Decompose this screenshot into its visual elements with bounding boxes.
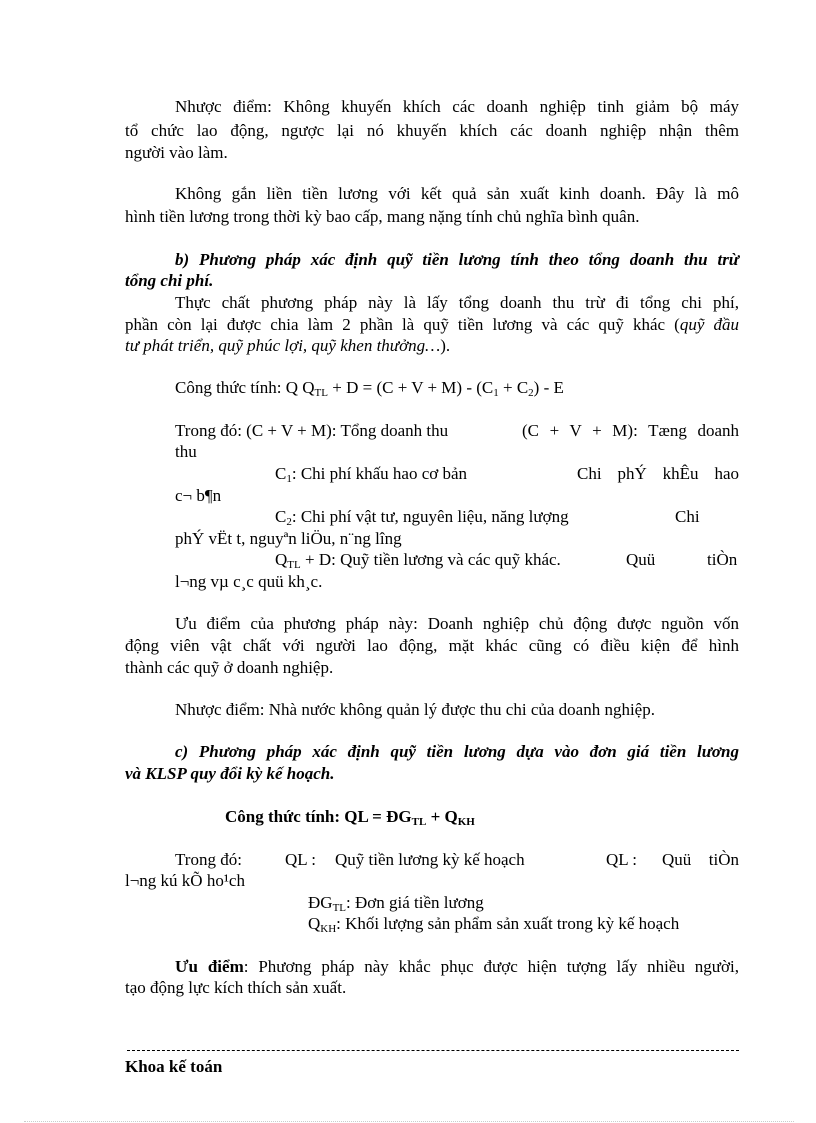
- where-1-row-1-cont: thu: [175, 442, 197, 461]
- p3-line-1: Thực chất phương pháp này là lấy tổng doanh thu trừ đi tổng chi phí,: [175, 293, 739, 312]
- section-c-heading-line-2: và KLSP quy đổi kỳ kế hoạch.: [125, 764, 335, 783]
- where-1-row-3-cont: phÝ vËt t, nguyªn liÖu, n¨ng lîng: [175, 529, 402, 548]
- where-1-row-3-left: $C_2$: Chi phí vật tư, nguyên liệu, năng lượng: [275, 507, 569, 528]
- p5-line: Nhược điểm: Nhà nước không quản lý được thu chi của doanh nghiệp.: [175, 700, 655, 719]
- where-1-row-1-right: (C + V + M): Tæng doanh: [522, 421, 739, 440]
- p3-line-2: phần còn lại được chia làm 2 phần là quỹ tiền lương và các quỹ khác (quỹ đầu: [125, 315, 740, 334]
- page-edge-dots: [24, 1121, 794, 1122]
- p4-line-2: động viên vật chất với người lao động, mặt khác cũng có điều kiện để hình: [125, 636, 739, 655]
- p2-line-2: hình tiền lương trong thời kỳ bao cấp, mang nặng tính chủ nghĩa bình quân.: [125, 207, 640, 226]
- where-1-row-3-right: Chi: [675, 507, 700, 526]
- where-2-row-2: $ĐG_{TL}$: Đơn giá tiền lương: [308, 893, 484, 914]
- p4-line-3: thành các quỹ ở doanh nghiệp.: [125, 658, 334, 677]
- section-b-heading-line-1: b) Phương pháp xác định quỹ tiền lương tính theo tổng doanh thu trừ: [175, 250, 739, 269]
- where-1-row-2-cont: c¬ b¶n: [175, 486, 222, 505]
- where-2-row-3: $Q_{KH}$: Khối lượng sản phẩm sản xuất trong kỳ kế hoạch: [308, 914, 680, 935]
- p3-line-3: tư phát triển, quỹ phúc lợi, quỹ khen thưởng…).: [125, 336, 451, 355]
- where-1-row-4-right: tiÒn: [707, 550, 738, 569]
- where-2-row-1-desc: Quỹ tiền lương kỳ kế hoạch: [335, 850, 525, 869]
- p1-line-3: người vào làm.: [125, 143, 228, 162]
- p6-line-1: Ưu điểm: Phương pháp này khắc phục được hiện tượng lấy nhiều người,: [175, 957, 739, 976]
- formula-1: Công thức tính: Q $Q_{TL} + D = (C + V + M) - (C_1 + C_2) - E$: [175, 378, 564, 399]
- where-2-row-1-right: Quü tiÒn: [662, 850, 739, 869]
- where-2-row-1-label: Trong đó:: [175, 850, 242, 869]
- where-1-row-1-left: Trong đó: (C + V + M): Tổng doanh thu: [175, 421, 449, 440]
- section-c-heading-line-1: c) Phương pháp xác định quỹ tiền lương dựa vào đơn giá tiền lương: [175, 742, 739, 761]
- p6-line-2: tạo động lực kích thích sản xuất.: [125, 978, 347, 997]
- p1-line-2: tổ chức lao động, ngược lại nó khuyến khích các doanh nghiệp nhận thêm: [125, 121, 739, 140]
- footer-department: Khoa kế toán: [125, 1057, 223, 1076]
- p2-line-1: Không gắn liền tiền lương với kết quả sản xuất kinh doanh. Đây là mô: [175, 184, 739, 203]
- where-2-row-1-ql-2: QL :: [606, 850, 638, 869]
- where-1-row-4-mid: Quü: [626, 550, 656, 569]
- where-2-row-1-ql: QL :: [285, 850, 317, 869]
- where-2-row-1-cont: l¬ng kú kÕ ho¹ch: [125, 871, 245, 890]
- p4-line-1: Ưu điểm của phương pháp này: Doanh nghiệp chủ động được nguồn vốn: [175, 614, 739, 633]
- where-1-row-4-left: $Q_{TL} + D$: Quỹ tiền lương và các quỹ khác.: [275, 550, 561, 571]
- where-1-row-2-right: Chi phÝ khÊu hao: [577, 464, 739, 483]
- formula-2: Công thức tính: QL = $ĐG_{TL} + Q_{KH}$: [225, 807, 475, 828]
- footer-divider: [127, 1050, 739, 1051]
- p1-line-1: Nhược điểm: Không khuyến khích các doanh nghiệp tinh giảm bộ máy: [175, 97, 739, 116]
- where-1-row-2-left: $C_1$: Chi phí khấu hao cơ bản: [275, 464, 468, 485]
- where-1-row-4-cont: l¬ng vµ c¸c quü kh¸c.: [175, 572, 323, 591]
- advantage-label: Ưu điểm: [175, 957, 244, 976]
- section-b-heading-line-2: tổng chi phí.: [125, 271, 214, 290]
